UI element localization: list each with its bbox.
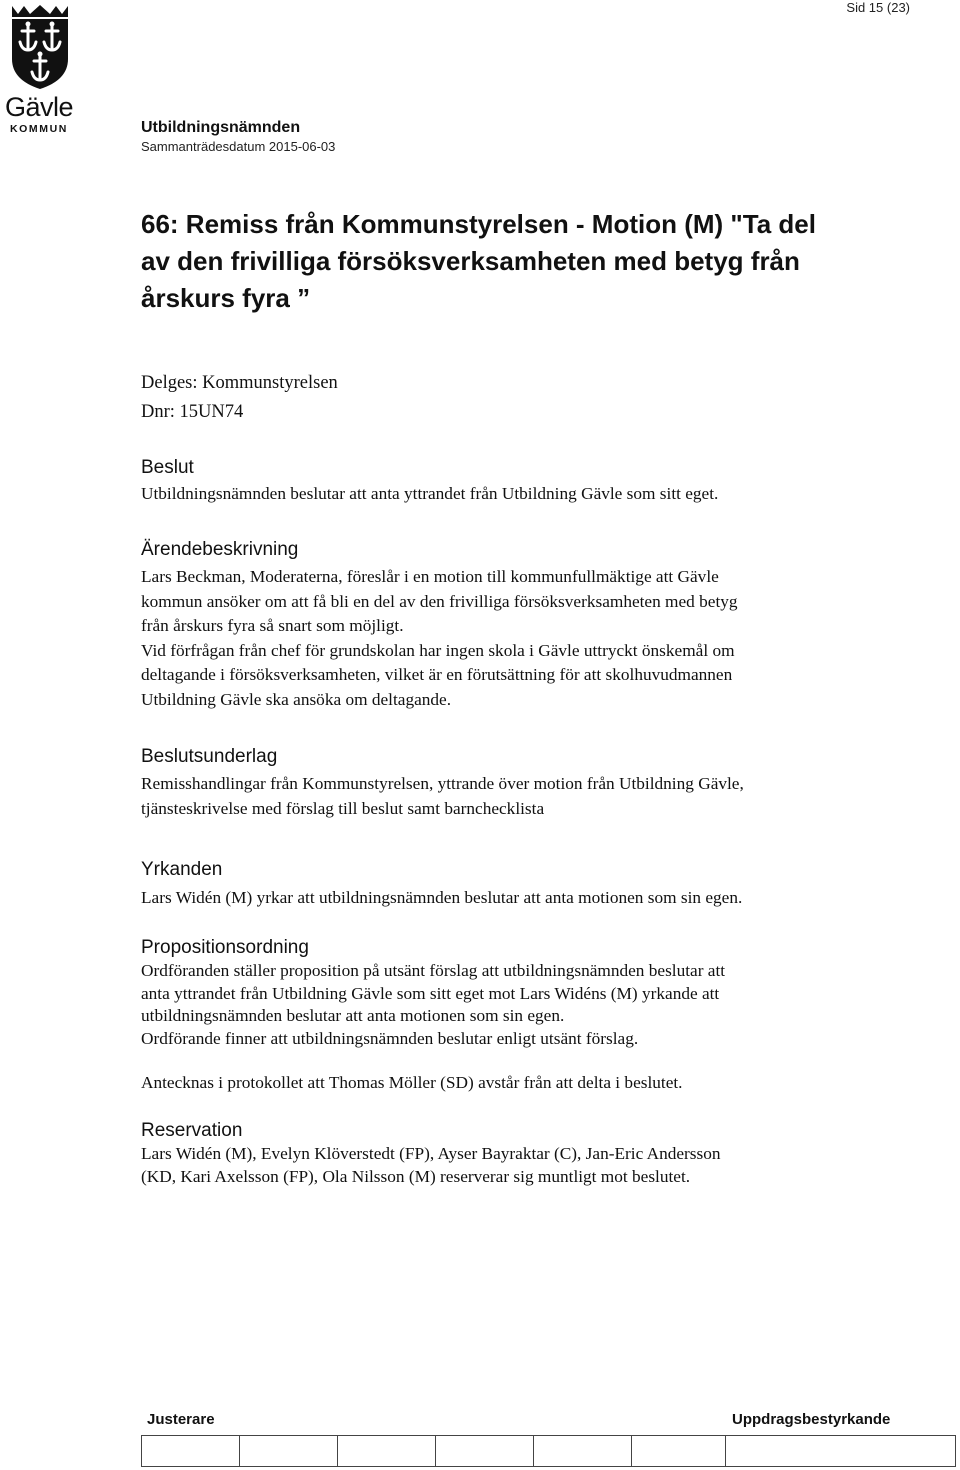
text-line: från årskurs fyra så snart som möjligt. (141, 616, 404, 635)
gavle-kommun-logo (2, 4, 76, 134)
signature-cell (533, 1435, 632, 1467)
text-line: Lars Beckman, Moderaterna, föreslår i en motion till kommunfullmäktige att Gävle (141, 567, 719, 586)
certification-cell (725, 1435, 956, 1467)
protocol-note: Antecknas i protokollet att Thomas Möller (SD) avstår från att delta i beslutet. (141, 1073, 683, 1092)
propositionsordning-text (141, 960, 931, 1050)
yrkanden-text: Lars Widén (M) yrkar att utbildningsnämnden beslutar att anta motionen som sin egen. (141, 888, 743, 907)
signature-cell (631, 1435, 726, 1467)
meeting-date: Sammanträdesdatum 2015-06-03 (141, 139, 336, 154)
title-line: 66: Remiss från Kommunstyrelsen - Motion (M) "Ta del (141, 209, 816, 239)
uppdragsbestyrkande-label: Uppdragsbestyrkande (732, 1411, 891, 1428)
page-number: Sid 15 (23) (846, 0, 910, 15)
text-line: Lars Widén (M), Evelyn Klöverstedt (FP), Ayser Bayraktar (C), Jan-Eric Andersson (141, 1144, 721, 1163)
arendebeskrivning-text (141, 565, 931, 712)
text-line: deltagande i försöksverksamheten, vilket är en förutsättning för att skolhuvudmannen (141, 665, 733, 684)
text-line: Utbildning Gävle ska ansöka om deltagande. (141, 689, 452, 709)
coat-of-arms-icon (8, 4, 72, 90)
organization-name: Utbildningsnämnden (141, 119, 301, 136)
title-line: av den frivilliga försöksverksamheten med betyg från (141, 246, 800, 276)
dnr: Dnr: 15UN74 (141, 402, 244, 422)
beslutsunderlag-heading: Beslutsunderlag (141, 746, 278, 767)
text-line: Ordföranden ställer proposition på utsänt förslag att utbildningsnämnden beslutar att (141, 961, 726, 980)
logo-name: Gävle (4, 92, 74, 122)
yrkanden-heading: Yrkanden (141, 859, 223, 880)
arendebeskrivning-heading: Ärendebeskrivning (141, 539, 299, 560)
text-line: kommun ansöker om att få bli en del av den frivilliga försöksverksamheten med betyg (141, 591, 738, 611)
page-title (141, 206, 921, 317)
text-line: anta yttrandet från Utbildning Gävle som sitt eget mot Lars Widéns (M) yrkande att (141, 983, 720, 1003)
text-line: Vid förfrågan från chef för grundskolan har ingen skola i Gävle uttryckt önskemål om (141, 640, 735, 660)
text-line: Remisshandlingar från Kommunstyrelsen, yttrande över motion från Utbildning Gävle, (141, 774, 744, 793)
reservation-text (141, 1143, 931, 1188)
signature-cell (337, 1435, 436, 1467)
signature-cell (435, 1435, 534, 1467)
logo-sub: KOMMUN (9, 123, 68, 135)
delges: Delges: Kommunstyrelsen (141, 373, 338, 393)
text-line: tjänsteskrivelse med förslag till beslut samt barnchecklista (141, 798, 545, 818)
beslut-text: Utbildningsnämnden beslutar att anta yttrandet från Utbildning Gävle som sitt eget. (141, 484, 719, 503)
beslut-heading: Beslut (141, 457, 194, 478)
signature-cell (239, 1435, 338, 1467)
beslutsunderlag-text (141, 772, 931, 821)
justerare-label: Justerare (147, 1411, 215, 1428)
signature-cell (141, 1435, 240, 1467)
text-line: utbildningsnämnden beslutar att anta motionen som sin egen. (141, 1006, 565, 1025)
text-line: Ordförande finner att utbildningsnämnden beslutar enligt utsänt förslag. (141, 1028, 639, 1048)
propositionsordning-heading: Propositionsordning (141, 937, 309, 958)
reservation-heading: Reservation (141, 1120, 243, 1141)
title-line: årskurs fyra ” (141, 283, 311, 313)
distribution-info (141, 369, 931, 427)
text-line: (KD, Kari Axelsson (FP), Ola Nilsson (M) reserverar sig muntligt mot beslutet. (141, 1166, 691, 1186)
